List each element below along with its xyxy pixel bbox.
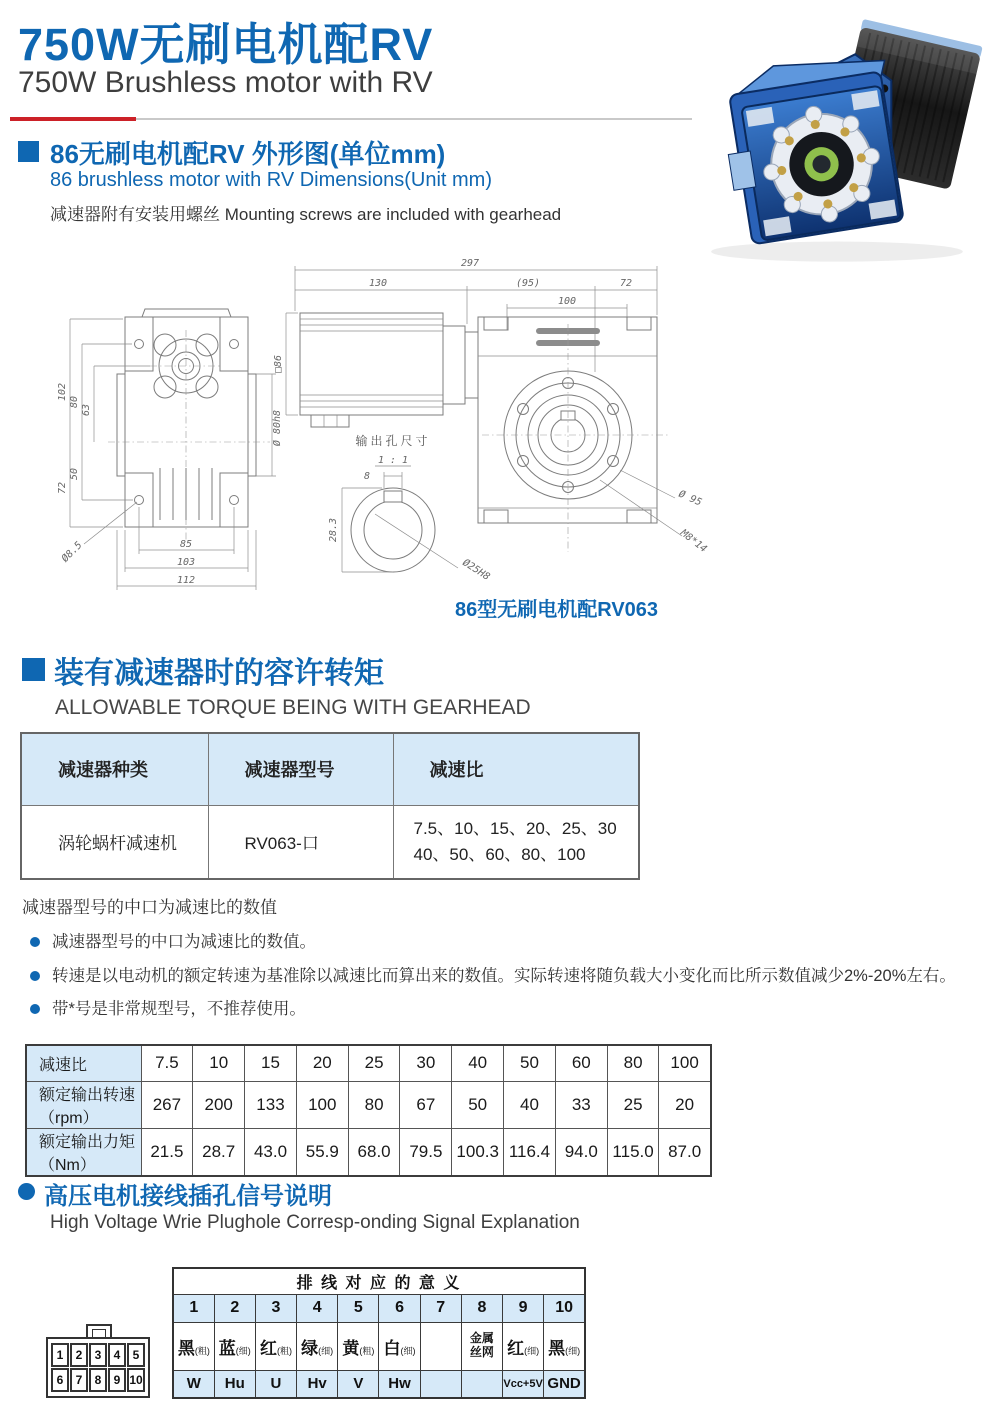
connector-pin: 3 [89,1343,107,1367]
page-title: 750W无刷电机配RV [18,19,434,70]
svg-text:(95): (95) [515,278,541,289]
motor-gearbox-illustration [686,2,994,268]
ratio-row-label: 额定输出力矩（Nm） [26,1128,141,1176]
wire-color-label: 绿 [301,1338,319,1358]
wiring-pin-number: 8 [461,1294,502,1322]
ratio-value-cell: 7.5 [141,1045,193,1081]
wiring-pin-number: 2 [214,1294,255,1322]
wiring-color-cell [544,1322,585,1370]
ratio-value-cell: 87.0 [659,1128,711,1176]
wiring-pin-number: 3 [255,1294,296,1322]
wiring-signal-cell: Hv [297,1370,338,1398]
wire-thickness-label: (粗) [359,1345,375,1356]
front-view [57,309,283,590]
ratio-table-row [26,1045,711,1081]
svg-text:Ø 80h8: Ø 80h8 [272,409,283,447]
ratio-value-cell: 21.5 [141,1128,193,1176]
product-photo [686,2,994,266]
svg-text:100: 100 [557,296,577,307]
connector-pin: 1 [51,1343,69,1367]
accent-rule-gray [136,118,692,120]
mounting-screws-note: 减速器附有安装用螺丝 Mounting screws are included with gearhead [50,205,562,224]
wire-thickness-label: (细) [235,1345,251,1356]
page-subtitle: 750W Brushless motor with RV [18,66,433,99]
ratio-value-cell: 133 [245,1081,297,1128]
wiring-table [172,1267,586,1399]
gearhead-table [20,732,640,880]
wire-thickness-label: (细) [565,1345,581,1356]
ratio-value-cell: 28.7 [193,1128,245,1176]
wire-color-label: 金属 丝网 [469,1331,494,1359]
dimension-drawing [30,252,710,602]
ratio-value-cell: 115.0 [607,1128,659,1176]
ratio-value-cell: 267 [141,1081,193,1128]
rear-view [478,317,709,555]
note-text: 转速是以电动机的额定转速为基准除以减速比而算出来的数值。实际转速将随负载大小变化而比所示数值减少2%-20%左右。 [52,966,956,985]
drawing-caption: 86型无刷电机配RV063 [455,599,659,621]
ratio-value-cell: 15 [245,1045,297,1081]
bullet-dot [30,937,40,947]
connector-pin: 10 [127,1368,145,1392]
note-text: 带*号是非常规型号，不推荐使用。 [52,1000,306,1019]
wiring-color-cell [379,1322,420,1370]
wire-color-label: 红 [507,1338,525,1358]
photo-shadow [711,242,963,262]
note-text: 减速器型号的中口为减速比的数值。 [52,933,316,951]
note-item [22,966,982,987]
ratio-table-row [26,1081,711,1128]
connector-pin: 9 [108,1368,126,1392]
connector-pin: 8 [89,1368,107,1392]
svg-text:80: 80 [69,395,80,409]
svg-text:50: 50 [69,467,80,481]
svg-text:85: 85 [179,539,193,550]
svg-text:□86: □86 [273,354,284,374]
svg-text:130: 130 [368,278,388,289]
note-item [22,999,982,1020]
gearhead-header-ratio: 减速比 [393,733,639,805]
section2-title-en: ALLOWABLE TORQUE BEING WITH GEARHEAD [55,696,531,719]
svg-text:Ø 95: Ø 95 [676,488,704,509]
svg-text:1 : 1: 1 : 1 [377,455,409,466]
connector-pin: 6 [51,1368,69,1392]
gearhead-ratio-cell [393,805,639,879]
wire-thickness-label: (细) [400,1345,416,1356]
section3-title-en: High Voltage Wrie Plughole Corresp-onding Signal Explanation [50,1212,580,1233]
connector-icon [46,1324,154,1398]
gearbox-illustration [716,49,910,246]
wiring-color-cell [297,1322,338,1370]
svg-text:M8*14: M8*14 [678,527,709,555]
ratio-value-cell: 43.0 [245,1128,297,1176]
wire-color-label: 红 [259,1338,277,1358]
section1-title-en: 86 brushless motor with RV Dimensions(Unit mm) [50,169,492,191]
ratio-line2: 40、50、60、80、100 [413,844,586,864]
svg-text:8: 8 [363,471,370,482]
wiring-table-title: 排 线 对 应 的 意 义 [173,1268,585,1294]
wiring-color-cell [503,1322,544,1370]
wiring-color-cell [214,1322,255,1370]
output-ratio-table [25,1044,712,1177]
wiring-signal-cell: U [255,1370,296,1398]
ratio-row-label: 额定输出转速（rpm） [26,1081,141,1128]
wiring-signal-cell: Vcc+5V [503,1370,544,1398]
ratio-value-cell: 80 [607,1045,659,1081]
ratio-value-cell: 55.9 [296,1128,348,1176]
ratio-value-cell: 50 [504,1045,556,1081]
svg-text:输出孔尺寸: 输出孔尺寸 [355,434,431,448]
section1-marker [18,141,39,162]
ratio-value-cell: 200 [193,1081,245,1128]
connector-pin: 4 [108,1343,126,1367]
shaft-detail [328,433,492,583]
wiring-signal-cell: Hw [379,1370,420,1398]
svg-text:102: 102 [57,382,68,402]
ratio-value-cell: 25 [348,1045,400,1081]
svg-text:103: 103 [176,557,196,568]
section2-marker [22,658,45,681]
wiring-color-cell [420,1322,461,1370]
wiring-signal-cell [461,1370,502,1398]
wire-color-label: 白 [383,1338,401,1358]
wiring-pin-number: 6 [379,1294,420,1322]
svg-text:72: 72 [57,481,68,495]
note-item [22,932,982,953]
wiring-pin-number: 9 [503,1294,544,1322]
wire-thickness-label: (粗) [194,1345,210,1356]
svg-text:72: 72 [619,278,633,289]
wire-color-label: 黑 [548,1338,566,1358]
connector-pin: 7 [70,1368,88,1392]
section3-marker [18,1183,35,1200]
svg-text:63: 63 [81,403,92,417]
wire-color-label: 蓝 [218,1338,236,1358]
gearhead-type-cell: 涡轮蜗杆减速机 [21,805,208,879]
ratio-row-label: 减速比 [26,1045,141,1081]
gearhead-header-type: 减速器种类 [21,733,208,805]
ratio-value-cell: 116.4 [504,1128,556,1176]
wire-color-label: 黄 [342,1338,360,1358]
connector-pin: 2 [70,1343,88,1367]
ratio-value-cell: 20 [296,1045,348,1081]
wiring-pin-number: 4 [297,1294,338,1322]
notes-list [22,932,982,1033]
ratio-value-cell: 40 [504,1081,556,1128]
wiring-color-cell [338,1322,379,1370]
wiring-color-cell [173,1322,214,1370]
ratio-value-cell: 10 [193,1045,245,1081]
wiring-color-cell [255,1322,296,1370]
bullet-dot [30,1004,40,1014]
ratio-value-cell: 33 [555,1081,607,1128]
ratio-value-cell: 68.0 [348,1128,400,1176]
svg-text:28.3: 28.3 [328,517,339,543]
gearhead-model-cell: RV063-口 [208,805,393,879]
wiring-pin-number: 5 [338,1294,379,1322]
accent-rule-red [10,117,136,121]
wiring-signal-cell [420,1370,461,1398]
section3-title-zh: 高压电机接线插孔信号说明 [44,1183,332,1210]
bullet-dot [30,971,40,981]
wire-thickness-label: (粗) [276,1345,292,1356]
ratio-value-cell: 94.0 [555,1128,607,1176]
ratio-value-cell: 20 [659,1081,711,1128]
svg-text:Ø8.5: Ø8.5 [59,539,85,565]
wiring-signal-cell: W [173,1370,214,1398]
ratio-value-cell: 80 [348,1081,400,1128]
ratio-value-cell: 79.5 [400,1128,452,1176]
ratio-value-cell: 50 [452,1081,504,1128]
ratio-table-row [26,1128,711,1176]
table-footnote: 减速器型号的中口为减速比的数值 [22,898,277,917]
ratio-value-cell: 30 [400,1045,452,1081]
ratio-value-cell: 25 [607,1081,659,1128]
gearhead-header-model: 减速器型号 [208,733,393,805]
section1-title-zh: 86无刷电机配RV 外形图(单位mm) [50,139,446,169]
wiring-signal-cell: GND [544,1370,585,1398]
section2-title-zh: 装有减速器时的容许转矩 [54,657,384,690]
wire-thickness-label: (细) [524,1345,540,1356]
wiring-signal-cell: Hu [214,1370,255,1398]
wiring-pin-number: 7 [420,1294,461,1322]
svg-text:112: 112 [176,575,196,586]
ratio-value-cell: 100 [296,1081,348,1128]
connector-pin: 5 [127,1343,145,1367]
ratio-value-cell: 100 [659,1045,711,1081]
wire-thickness-label: (细) [318,1345,334,1356]
ratio-line1: 7.5、10、15、20、25、30 [413,819,617,839]
svg-text:297: 297 [460,258,480,269]
wiring-signal-cell: V [338,1370,379,1398]
ratio-value-cell: 40 [452,1045,504,1081]
connector-latch [86,1324,112,1337]
svg-text:Ø25H8: Ø25H8 [460,557,492,583]
wiring-pin-number: 10 [544,1294,585,1322]
ratio-value-cell: 100.3 [452,1128,504,1176]
wire-color-label: 黑 [177,1338,195,1358]
wiring-pin-number: 1 [173,1294,214,1322]
ratio-value-cell: 67 [400,1081,452,1128]
wiring-color-cell [461,1322,502,1370]
ratio-value-cell: 60 [555,1045,607,1081]
connector-body [46,1337,150,1398]
